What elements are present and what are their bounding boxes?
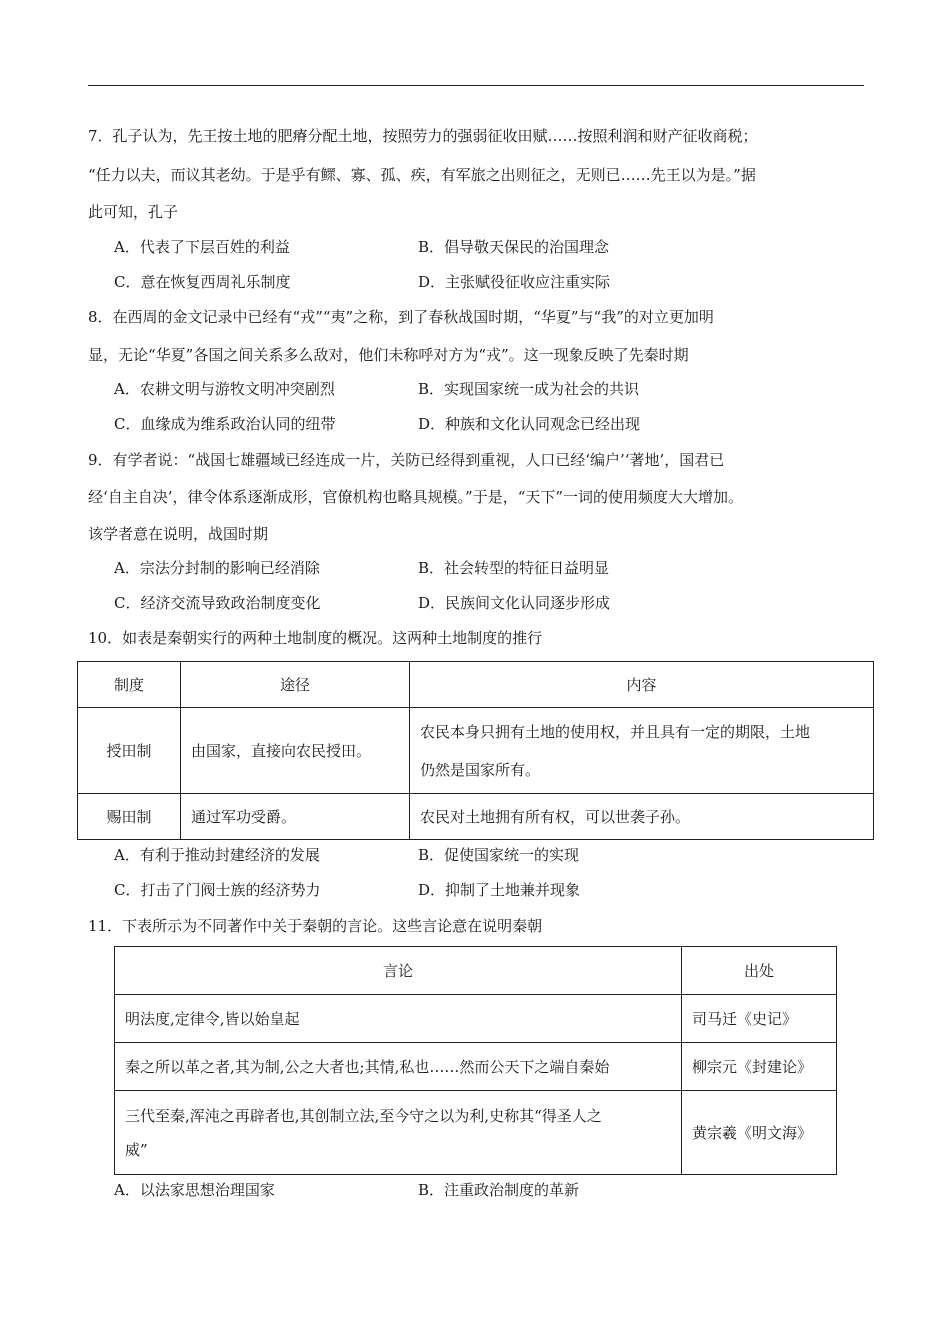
- table-cell-content: 农民对土地拥有所有权，可以世袭子孙。: [410, 794, 874, 840]
- table-cell-quote: 秦之所以革之者,其为制,公之大者也;其情,私也……然而公天下之端自秦始: [115, 1043, 682, 1091]
- q7-option-d[interactable]: D．主张赋役征收应注重实际: [418, 273, 611, 291]
- q9-option-b[interactable]: B．社会转型的特征日益明显: [418, 559, 610, 577]
- q8-option-c[interactable]: C．血缘成为维系政治认同的纽带: [114, 415, 336, 433]
- q8-option-a[interactable]: A．农耕文明与游牧文明冲突剧烈: [114, 380, 335, 398]
- table-cell-method: 由国家，直接向农民授田。: [181, 708, 410, 794]
- table-cell-source: 柳宗元《封建论》: [682, 1043, 837, 1091]
- q9-stem-line2: 经‘自主自决’，律令体系逐渐成形，官僚机构也略具规模。”于是，“天下”一词的使用频度大大增加。: [88, 488, 744, 506]
- q9-option-a[interactable]: A．宗法分封制的影响已经消除: [114, 559, 320, 577]
- table-cell-content-line: 仍然是国家所有。: [420, 760, 541, 779]
- q8-stem-line2: 显，无论“华夏”各国之间关系多么敌对，他们未称呼对方为“戎”。这一现象反映了先秦时期: [88, 346, 689, 364]
- q7-stem-line3: 此可知，孔子: [88, 203, 179, 221]
- q10-stem: 10．如表是秦朝实行的两种土地制度的概况。这两种土地制度的推行: [88, 629, 543, 647]
- q9-stem-line3: 该学者意在说明，战国时期: [88, 525, 269, 543]
- table-header-content: 内容: [410, 662, 874, 708]
- table-cell-quote: [115, 1091, 682, 1175]
- q7-option-a[interactable]: A．代表了下层百姓的利益: [114, 238, 290, 256]
- q7-option-b[interactable]: B．倡导敬天保民的治国理念: [418, 238, 610, 256]
- q10-option-b[interactable]: B．促使国家统一的实现: [418, 846, 580, 864]
- q10-option-d[interactable]: D．抑制了土地兼并现象: [418, 881, 581, 899]
- q7-stem-line1: 7．孔子认为，先王按土地的肥瘠分配土地，按照劳力的强弱征收田赋……按照利润和财产征收商税；: [88, 127, 758, 145]
- land-system-table: [77, 661, 874, 840]
- q7-option-c[interactable]: C．意在恢复西周礼乐制度: [114, 273, 291, 291]
- q11-stem: 11．下表所示为不同著作中关于秦朝的言论。这些言论意在说明秦朝: [88, 917, 543, 935]
- q9-option-d[interactable]: D．民族间文化认同逐步形成: [418, 594, 611, 612]
- table-cell-system: 授田制: [78, 708, 181, 794]
- table-header-system: 制度: [78, 662, 181, 708]
- table-cell-method: 通过军功受爵。: [181, 794, 410, 840]
- q8-option-b[interactable]: B．实现国家统一成为社会的共识: [418, 380, 640, 398]
- q11-option-a[interactable]: A．以法家思想治理国家: [114, 1181, 275, 1199]
- table-cell-content: [410, 708, 874, 794]
- table-header-source: 出处: [682, 947, 837, 995]
- q8-option-d[interactable]: D．种族和文化认同观念已经出现: [418, 415, 641, 433]
- q9-option-c[interactable]: C．经济交流导致政治制度变化: [114, 594, 321, 612]
- table-cell-quote-line: 威”: [125, 1140, 148, 1159]
- table-header-method: 途径: [181, 662, 410, 708]
- q7-stem-line2: “任力以夫，而议其老幼。于是乎有鳏、寡、孤、疾，有军旅之出则征之，无则已……先王以为是。”据: [88, 166, 756, 184]
- q9-stem-line1: 9．有学者说：“战国七雄疆域已经连成一片，关防已经得到重视，人口已经‘编户’‘著地’，国君已: [88, 451, 725, 469]
- q10-option-c[interactable]: C．打击了门阀士族的经济势力: [114, 881, 321, 899]
- table-cell-source: 司马迁《史记》: [682, 995, 837, 1043]
- qin-quotes-table: [114, 946, 837, 1175]
- table-cell-quote-line: 三代至秦,浑沌之再辟者也,其创制立法,至今守之以为利,史称其“得圣人之: [125, 1106, 602, 1125]
- header-rule: [88, 85, 864, 86]
- table-cell-quote: 明法度,定律令,皆以始皇起: [115, 995, 682, 1043]
- table-cell-system: 赐田制: [78, 794, 181, 840]
- table-cell-source: 黄宗羲《明文海》: [682, 1091, 837, 1175]
- table-cell-content-line: 农民本身只拥有土地的使用权，并且具有一定的期限，土地: [420, 722, 811, 741]
- q8-stem-line1: 8．在西周的金文记录中已经有“戎”“夷”之称，到了春秋战国时期，“华夏”与“我”的对立更加明: [88, 308, 714, 326]
- q11-option-b[interactable]: B．注重政治制度的革新: [418, 1181, 580, 1199]
- q10-option-a[interactable]: A．有利于推动封建经济的发展: [114, 846, 320, 864]
- table-header-quote: 言论: [115, 947, 682, 995]
